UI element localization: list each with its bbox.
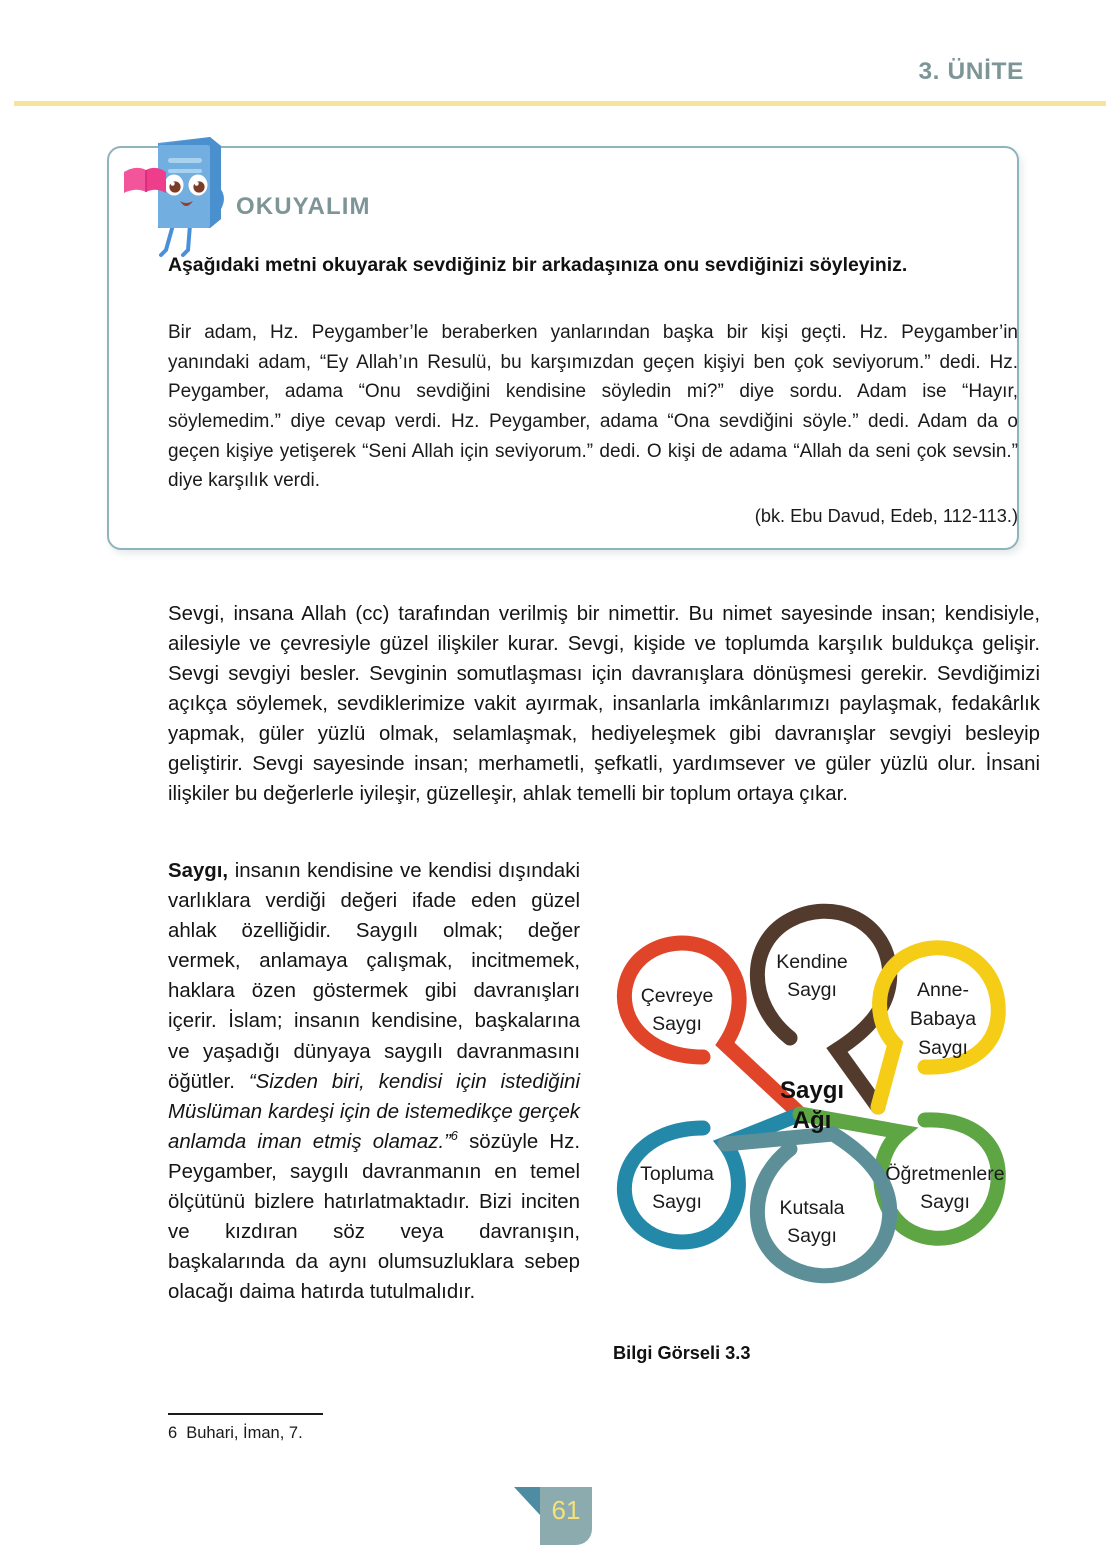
page-header (0, 0, 1106, 104)
paragraph-saygi-quote: “Sizden biri, kendisi için istediğini Müslüman kardeşi için de istemedikçe gerçek anlamda iman etmiş olamaz.” (168, 1070, 580, 1153)
node-label-ogretmenlere-line2: Saygı (920, 1191, 970, 1213)
footnote-number: 6 (168, 1424, 178, 1442)
footnote-rule (168, 1413, 323, 1415)
diagram-center-line2: Ağı (792, 1107, 832, 1134)
paragraph-saygi (168, 856, 580, 1307)
node-label-kutsala-line2: Saygı (787, 1225, 837, 1247)
node-label-anne-line2: Babaya (909, 1008, 977, 1030)
activity-label: OKUYALIM (236, 193, 371, 220)
paragraph-saygi-lead: Saygı, (168, 860, 229, 882)
node-label-ogretmenlere-line1: Öğretmenlere (885, 1163, 1005, 1185)
header-rule (0, 101, 1106, 106)
activity-source-citation: (bk. Ebu Davud, Edeb, 112-113.) (754, 506, 1018, 526)
node-label-kutsala-line1: Kutsala (779, 1197, 845, 1219)
book-mascot-icon (118, 133, 248, 258)
node-label-kendine-line1: Kendine (776, 951, 848, 973)
diagram-center-line1: Saygı (779, 1077, 845, 1104)
figure-caption: Bilgi Görseli 3.3 (613, 1343, 751, 1363)
node-label-topluma-line2: Saygı (652, 1191, 702, 1213)
activity-reading-text: Bir adam, Hz. Peygamber’le beraberken yanlarından başka bir kişi geçti. Hz. Peygamber’in yanındaki adam, “Ey Allah’ın Resulü, bu karşımızdan geçen kişiyi ben çok seviyorum.” dedi. Hz. Peygamber, adama “Onu sevdiğini kendisine söyledin mi?” diye sordu. Adam ise “Hayır, söylemedim.” diye cevap verdi. Hz. Peygamber, adama “Ona sevdiğini söyle.” dedi. Adam da o geçen kişiye yetişerek “Seni Allah için seviyorum.” dedi. O kişi de adama “Allah da seni çok sevsin.” diye karşılık verdi. (168, 322, 1018, 492)
node-label-anne-line3: Saygı (918, 1037, 968, 1059)
activity-prompt: Aşağıdaki metni okuyarak sevdiğiniz bir arkadaşınıza onu sevdiğinizi söyleyiniz. (168, 254, 908, 276)
ribbon-fold (514, 1487, 540, 1515)
page-number: 61 (551, 1495, 581, 1525)
paragraph-sevgi: Sevgi, insana Allah (cc) tarafından verilmiş bir nimettir. Bu nimet sayesinde insan; kendisiyle, ailesiyle ve çevresiyle güzel ilişkiler kurar. Sevgi, kişide ve toplumda karşılık buldukça gelişir. Sevgi sevgiyi besler. Sevginin somutlaşması için davranışlara dönüşmesi gerekir. Sevdiğimizi açıkça söylemek, sevdiklerimize vakit ayırmak, insanlarla imkânlarımızı paylaşmak, fedakârlık yapmak, güler yüzlü olmak, selamlaşmak, hediyeleşmek gibi davranışlar sevgiyi besleyip geliştirir. Sevgi sayesinde insan; merhametli, şefkatli, yardımsever ve güler yüzlü olur. İnsani ilişkiler bu değerlerle iyileşir, güzelleşir, ahlak temelli bir toplum ortaya çıkar. (168, 603, 1040, 805)
header-rule-cap (0, 101, 14, 106)
node-label-anne-line1: Anne- (916, 979, 970, 1001)
paragraph-saygi-part2: sözüyle Hz. Peygamber, saygılı davranmanın en temel ölçütünü bizlere hatırlatmaktadır. Bizi inciten ve kızdıran söz veya davranışın, başkalarında da aynı olumsuzluklara sebep olacağı daima hatırda tutulmalıdır. (168, 1130, 580, 1304)
footnote-marker: 6 (450, 1129, 458, 1144)
page-number-ribbon (514, 1487, 592, 1545)
footnote-text: Buhari, İman, 7. (186, 1424, 303, 1442)
unit-label: 3. ÜNİTE (918, 58, 1024, 85)
footnote (168, 1424, 303, 1443)
paragraph-saygi-part1: insanın kendisine ve kendisi dışındaki varlıklara verdiği değeri ifade eden güzel ahlak özelliğidir. Saygılı olmak; değer vermek, anlamaya çalışmak, incitmemek, haklara özen göstermek gibi davranışları içerir. İslam; insanın kendisine, başkalarına ve yaşadığı dünyaya saygılı davranmasını öğütler. (168, 860, 580, 1093)
node-label-topluma-line1: Topluma (640, 1163, 714, 1185)
saygi-agi-diagram (585, 862, 1040, 1322)
node-label-kendine-line2: Saygı (787, 979, 837, 1001)
node-label-cevreye-line1: Çevreye (640, 985, 714, 1007)
node-label-cevreye-line2: Saygı (652, 1013, 702, 1035)
